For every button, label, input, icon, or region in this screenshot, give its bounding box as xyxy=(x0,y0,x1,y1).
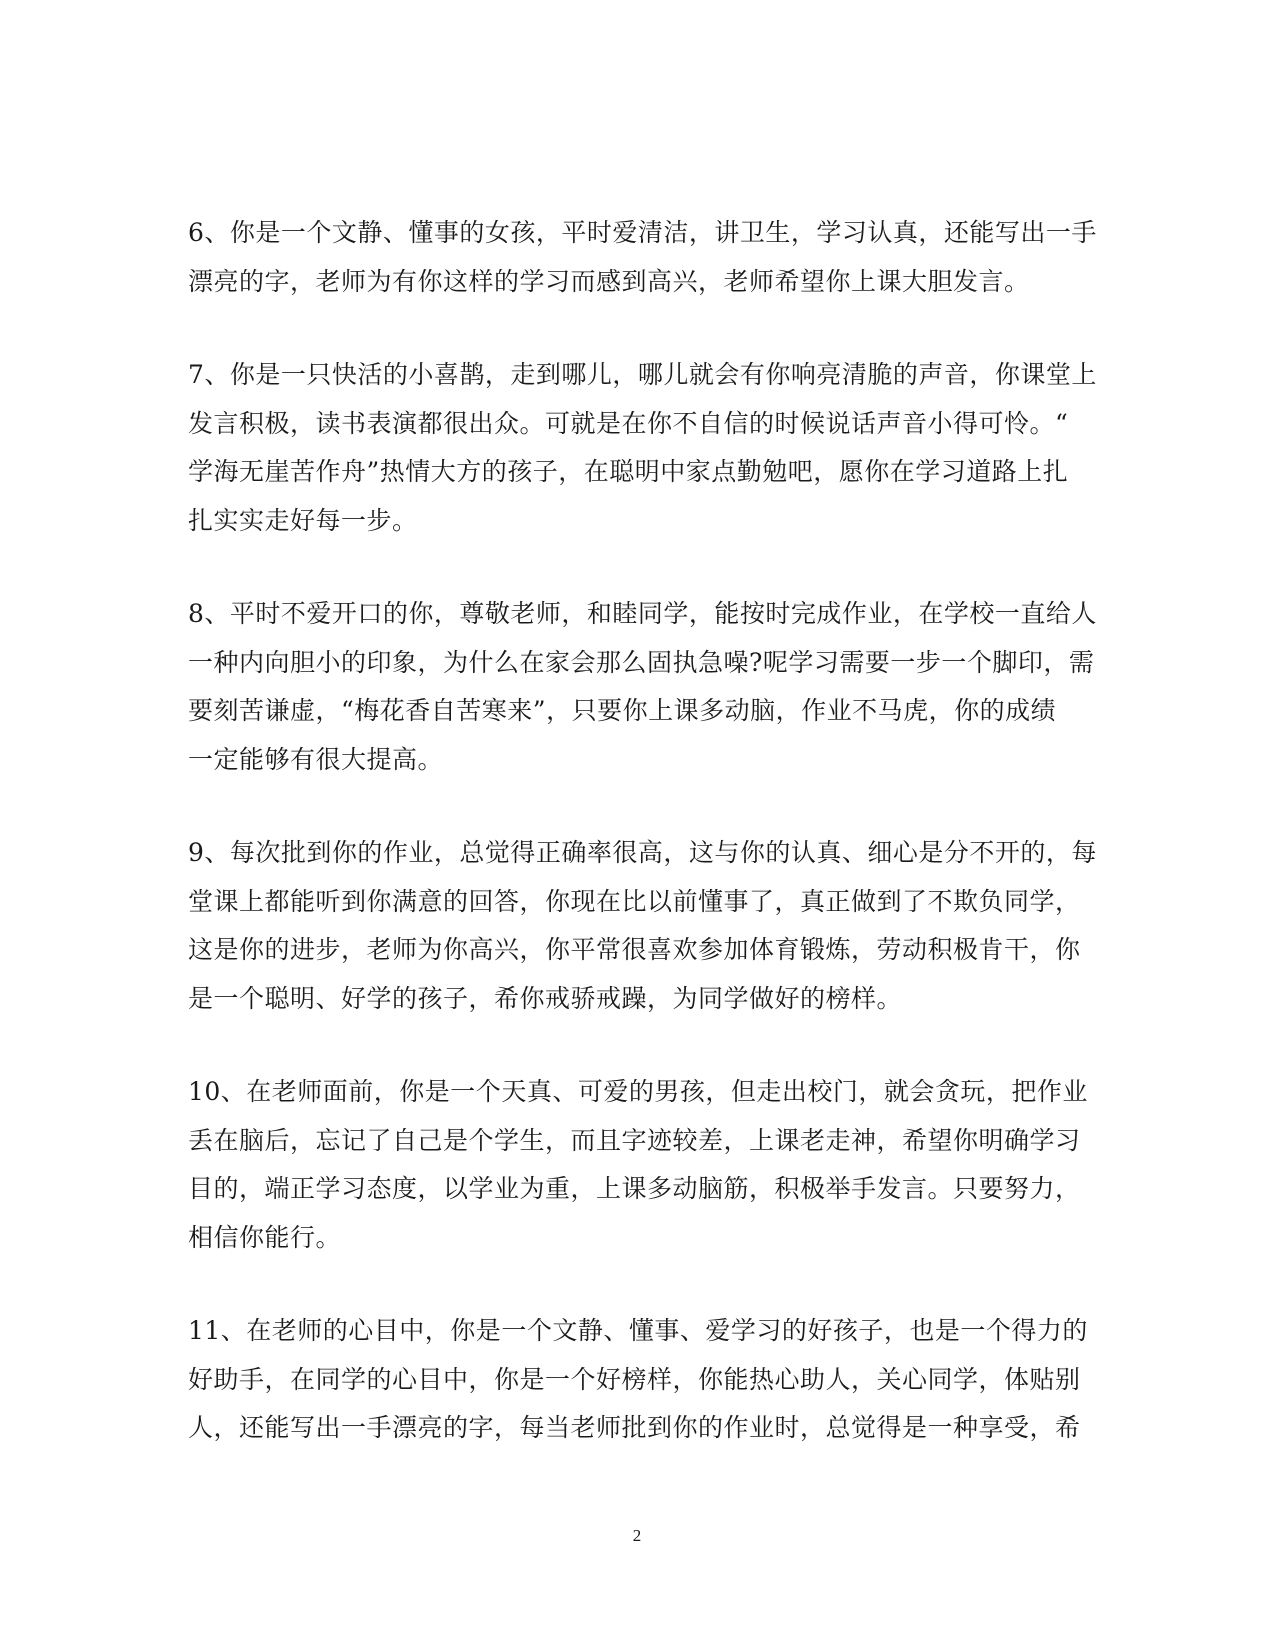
paragraph-11 xyxy=(188,1307,1086,1453)
text-line: 11、在老师的心目中，你是一个文静、懂事、爱学习的好孩子，也是一个得力的 xyxy=(188,1316,1088,1345)
page-number: 2 xyxy=(632,1526,642,1545)
text-line: 一定能够有很大提高。 xyxy=(188,744,444,774)
paragraph-10 xyxy=(188,1068,1086,1262)
text-line: 7、你是一只快活的小喜鹊，走到哪儿，哪儿就会有你响亮清脆的声音，你课堂上 xyxy=(188,360,1097,389)
text-line: 6、你是一个文静、懂事的女孩，平时爱清洁，讲卫生，学习认真，还能写出一手 xyxy=(188,218,1097,247)
document-body xyxy=(188,209,1097,1498)
text-line: 目的，端正学习态度，以学业为重，上课多动脑筋，积极举手发言。只要努力， xyxy=(188,1174,1081,1203)
text-line: 学海无崖苦作舟”热情大方的孩子，在聪明中家点勤勉吧，愿你在学习道路上扎 xyxy=(188,457,1069,486)
text-line: 一种内向胆小的印象，为什么在家会那么固执急噪?呢学习需要一步一个脚印，需 xyxy=(188,647,1095,677)
text-line: 相信你能行。 xyxy=(188,1222,342,1252)
text-line: 这是你的进步，老师为你高兴，你平常很喜欢参加体育锻炼，劳动积极肯干，你 xyxy=(188,935,1081,964)
text-line: 发言积极，读书表演都很出众。可就是在你不自信的时候说话声音小得可怜。“ xyxy=(188,408,1069,438)
paragraph-8 xyxy=(188,590,1097,784)
text-line: 人，还能写出一手漂亮的字，每当老师批到你的作业时，总觉得是一种享受，希 xyxy=(188,1413,1081,1442)
text-line: 好助手，在同学的心目中，你是一个好榜样，你能热心助人，关心同学，体贴别 xyxy=(188,1364,1081,1394)
text-line: 漂亮的字，老师为有你这样的学习而感到高兴，老师希望你上课大胆发言。 xyxy=(188,266,1030,296)
text-line: 9、每次批到你的作业，总觉得正确率很高，这与你的认真、细心是分不开的，每 xyxy=(188,838,1097,867)
text-line: 10、在老师面前，你是一个天真、可爱的男孩，但走出校门，就会贪玩，把作业 xyxy=(188,1077,1088,1106)
paragraph-7 xyxy=(188,351,1097,545)
paragraph-9 xyxy=(188,829,1097,1023)
text-line: 扎实实走好每一步。 xyxy=(188,505,418,535)
paragraph-6 xyxy=(188,209,1097,306)
text-line: 是一个聪明、好学的孩子，希你戒骄戒躁，为同学做好的榜样。 xyxy=(188,983,903,1013)
text-line: 丢在脑后，忘记了自己是个学生，而且字迹较差，上课老走神，希望你明确学习 xyxy=(188,1125,1081,1155)
text-line: 要刻苦谦虚，“梅花香自苦寒来”，只要你上课多动脑，作业不马虎，你的成绩 xyxy=(188,696,1057,725)
text-line: 8、平时不爱开口的你，尊敬老师，和睦同学，能按时完成作业，在学校一直给人 xyxy=(188,599,1097,628)
text-line: 堂课上都能听到你满意的回答，你现在比以前懂事了，真正做到了不欺负同学， xyxy=(188,886,1081,916)
